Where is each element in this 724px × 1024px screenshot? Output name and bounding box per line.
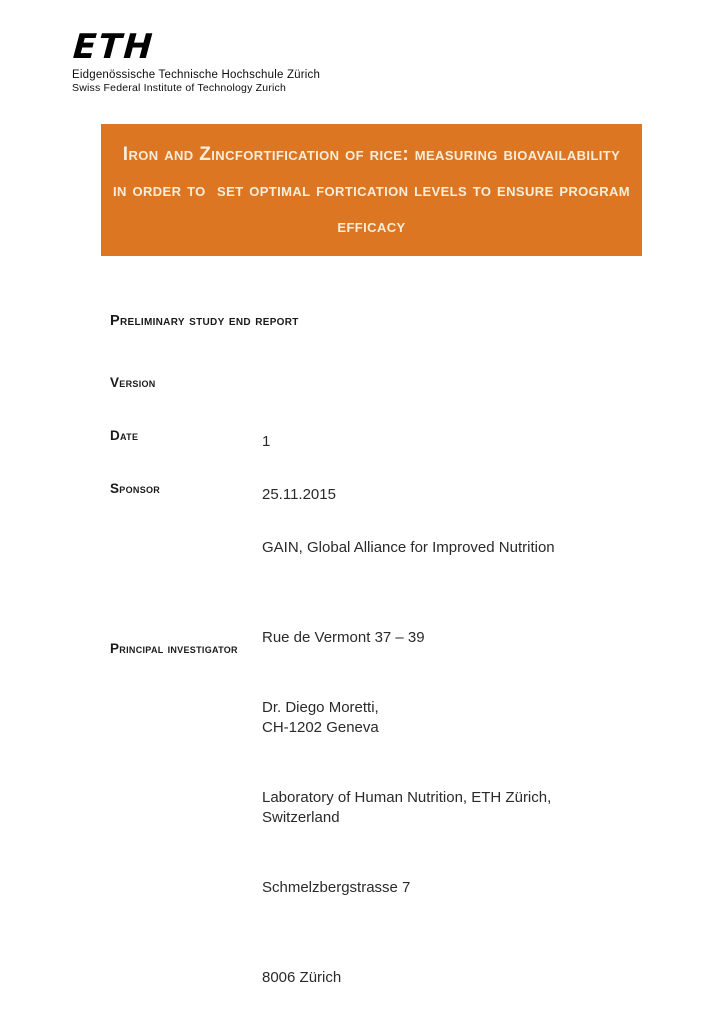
field-value-line: Laboratory of Human Nutrition, ETH Zürich, — [262, 789, 552, 806]
eth-institution-name-de: Eidgenössische Technische Hochschule Zürich — [72, 69, 321, 81]
version-label: Version — [110, 375, 156, 390]
eth-logo-block — [71, 27, 321, 95]
field-value-line: Rue de Vermont 37 – 39 — [262, 629, 425, 646]
field-value-line: Switzerland — [262, 809, 340, 826]
title-line-3: efficacy — [337, 216, 406, 237]
date-label: Date — [110, 428, 139, 443]
field-value-line: CH-1202 Geneva — [262, 719, 379, 736]
field-row-principal-investigator — [110, 633, 551, 1024]
field-value-line: Schmelzbergstrasse 7 — [262, 879, 411, 896]
eth-logo: ETH — [71, 27, 156, 67]
field-value-line: Dr. Diego Moretti, — [262, 699, 379, 716]
eth-institution-name-en: Swiss Federal Institute of Technology Zurich — [72, 82, 287, 94]
field-value-line: GAIN, Global Alliance for Improved Nutrition — [262, 539, 555, 556]
title-banner — [101, 124, 642, 256]
field-value-line: 1 — [262, 433, 271, 450]
principal-investigator-label: Principal investigator — [110, 641, 238, 656]
title-line-2: in order to set optimal fortication levels to ensure program — [112, 180, 631, 201]
field-value-line: 25.11.2015 — [262, 486, 336, 503]
principal-investigator-value — [262, 633, 551, 1024]
title-line-1: Iron and Zincfortification of rice: measuring bioavailability — [122, 144, 621, 165]
report-type-heading: Preliminary study end report — [110, 313, 299, 329]
sponsor-label: Sponsor — [110, 481, 161, 496]
field-value-line: 8006 Zürich — [262, 969, 342, 986]
